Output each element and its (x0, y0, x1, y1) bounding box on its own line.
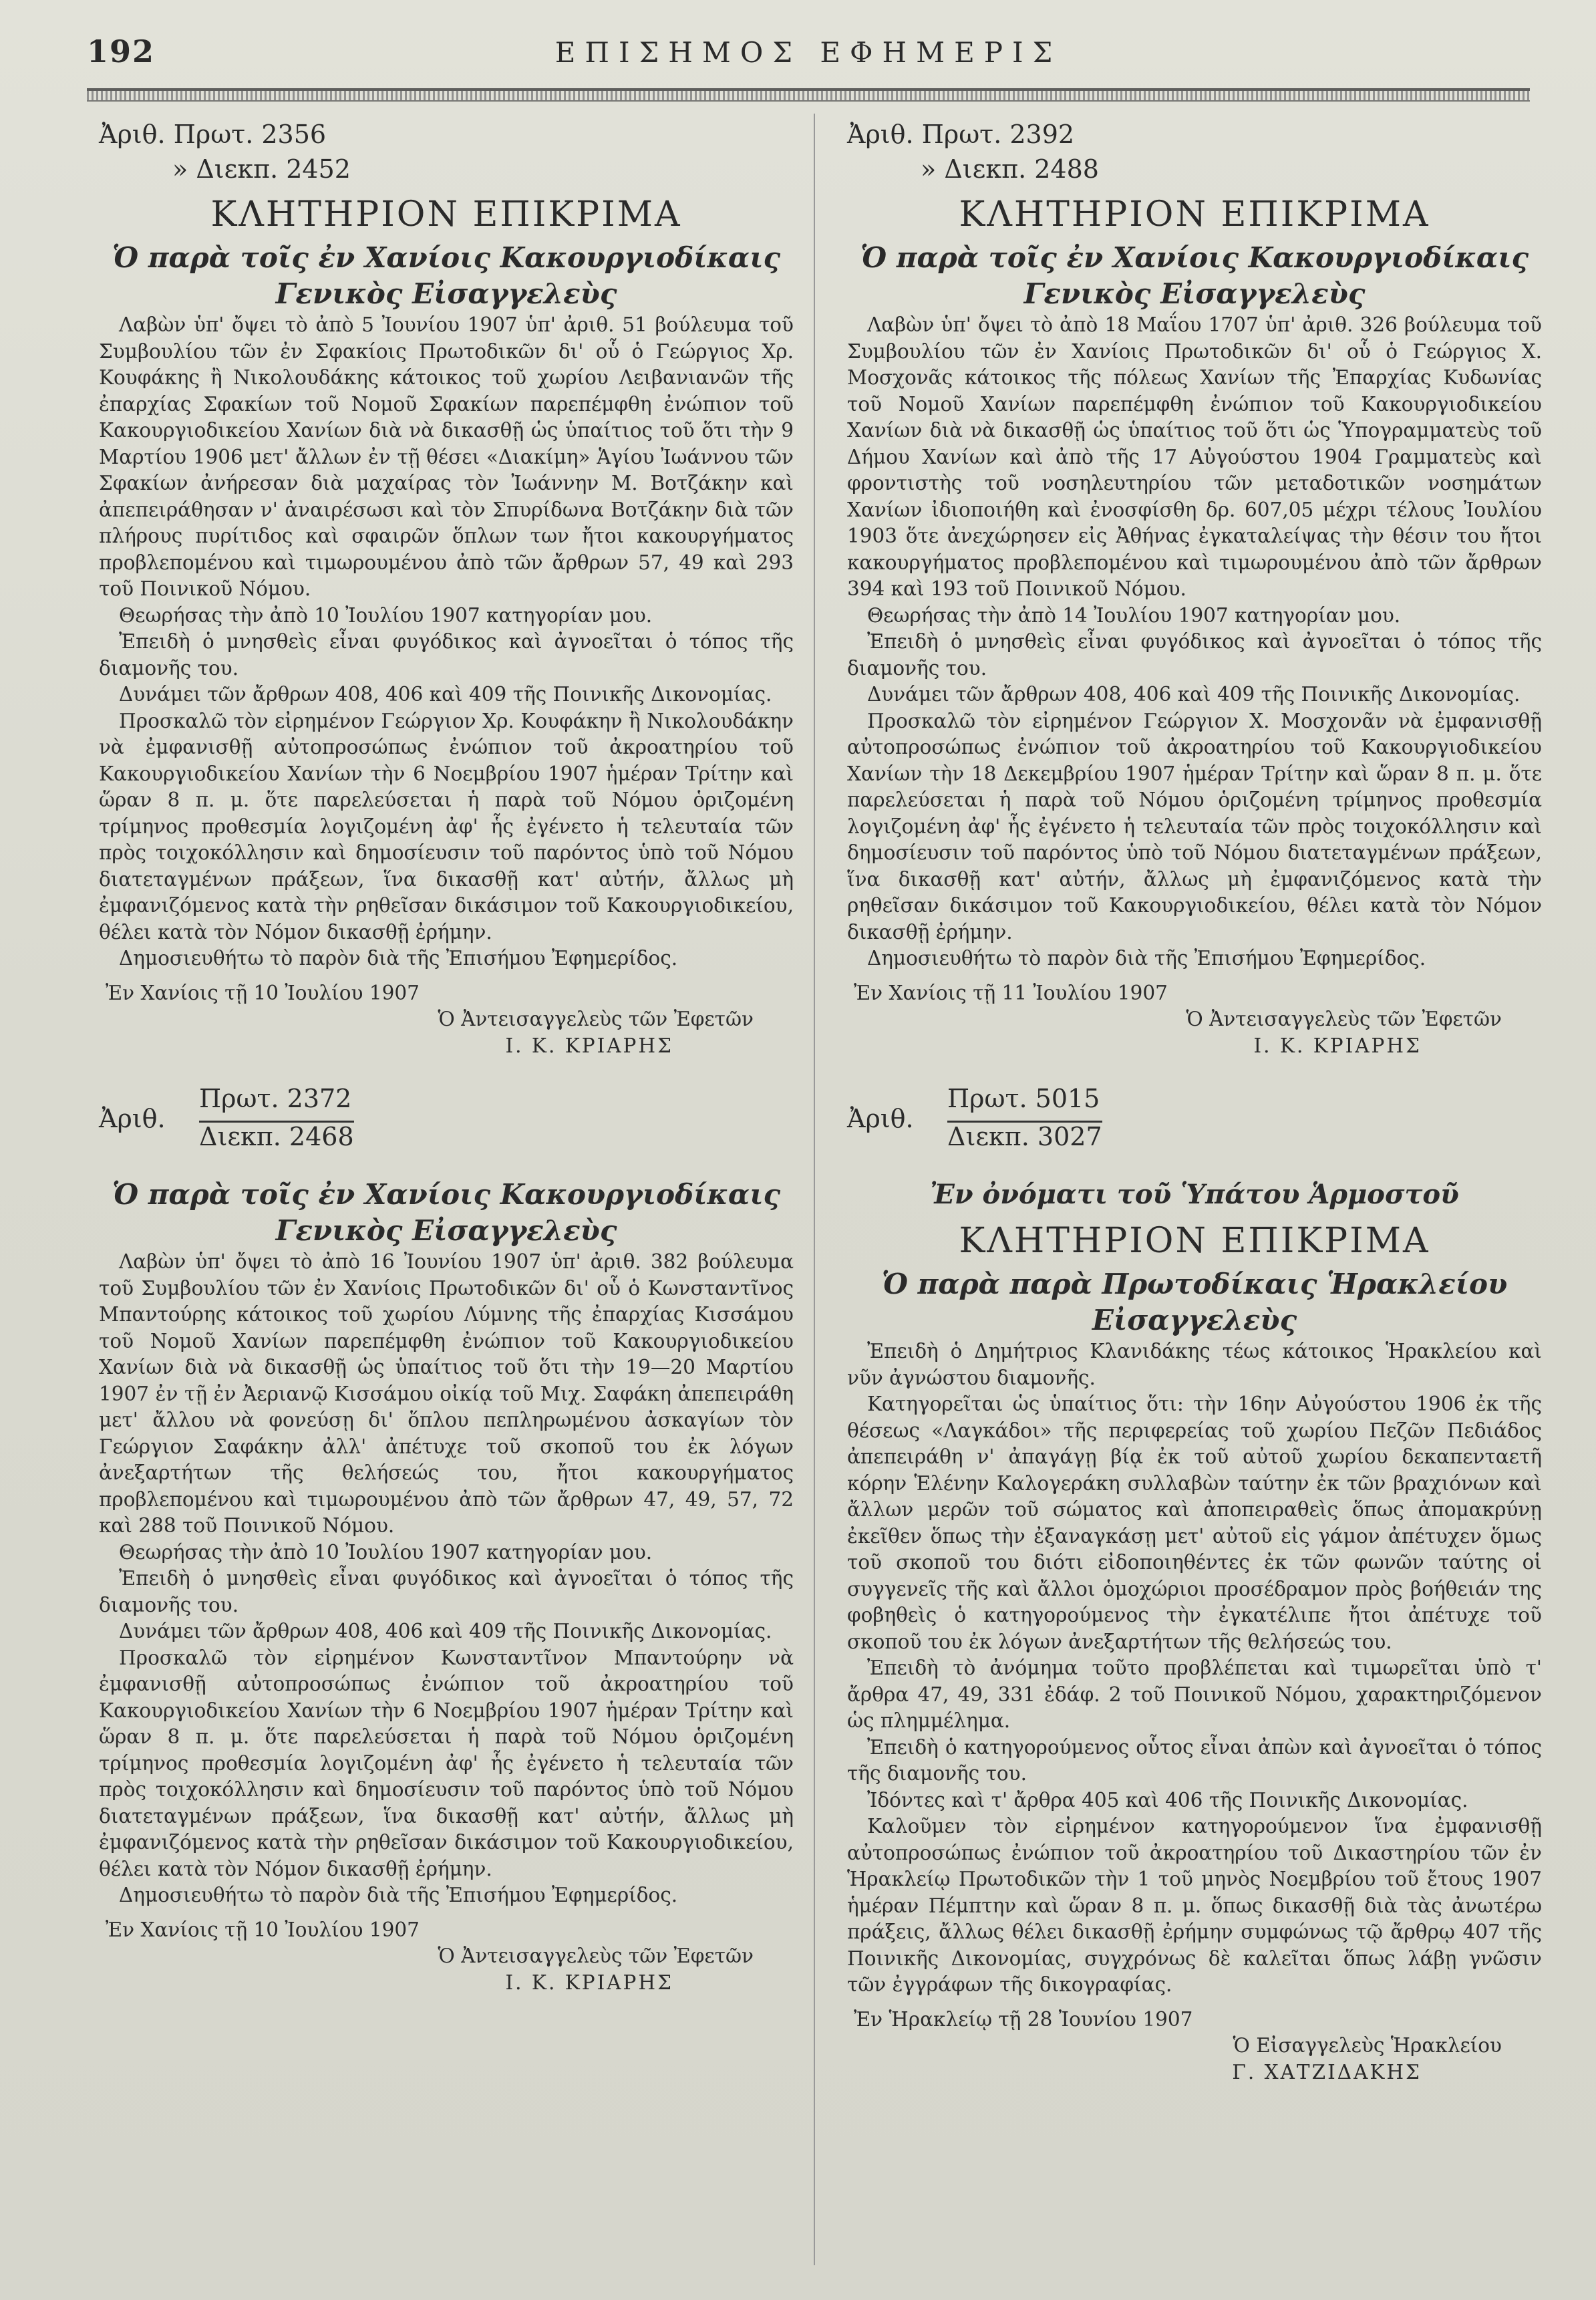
page-header (87, 33, 1530, 87)
column-divider (814, 114, 815, 2265)
date-line: Ἐν Ἡρακλείῳ τῇ 28 Ἰουνίου 1907 (854, 2007, 1193, 2031)
ref-number-label: Ἀριθ. (847, 1104, 914, 1133)
page-number: 192 (87, 33, 156, 69)
signatory-title: Ὁ Ἀντεισαγγελεὺς τῶν Ἐφετῶν (438, 1008, 754, 1030)
body-paragraph: Δημοσιευθήτω τὸ παρὸν διὰ τῆς Ἐπισήμου Ἐφημερίδος. (119, 1884, 678, 1906)
right-column (847, 117, 1542, 2086)
body-paragraph: Δυνάμει τῶν ἄρθρων 408, 406 καὶ 409 τῆς Ποινικῆς Δικονομίας. (867, 683, 1521, 706)
body-paragraph: Θεωρήσας τὴν ἀπὸ 10 Ἰουλίου 1907 κατηγορίαν μου. (119, 603, 653, 627)
signatory-name: Γ. ΧΑΤΖΙΔΑΚΗΣ (1232, 2060, 1422, 2083)
signatory-title: Ὁ Ἀντεισαγγελεὺς τῶν Ἐφετῶν (1186, 1008, 1502, 1030)
date-line: Ἐν Χανίοις τῇ 10 Ἰουλίου 1907 (106, 981, 420, 1004)
issuer-line: Ὁ παρὰ παρὰ Πρωτοδίκαις Ἡρακλείου (881, 1268, 1508, 1300)
ref-protocol: Ἀριθ. Πρωτ. 2356 (99, 120, 327, 149)
body-paragraph: Ἐπειδὴ ὁ κατηγορούμενος οὗτος εἶναι ἀπὼν καὶ ἀγνοεῖται ὁ τόπος τῆς διαμονῆς του. (847, 1735, 1542, 1785)
ref-dispatch: Διεκπ. 3027 (947, 1122, 1102, 1151)
body-paragraph: Καλοῦμεν τὸν εἰρημένον κατηγορούμενον ἵνα ἐμφανισθῇ αὐτοπροσώπως ἐνώπιον τοῦ ἀκροατηρίου τοῦ Δικαστηρίου τῶν ἐν Ἡρακλείῳ Πρωτοδικῶν τὴν 1 τοῦ μηνὸς Νοεμβρίου τοῦ ἔτους 1907 ἡμέραν Πέμπτην καὶ ὥραν 8 π. μ. ὅπως δικασθῇ διὰ τὰς ἀνωτέρω πράξεις, ἄλλως θέλει δικασθῇ ἐρήμην συμφώνως τῷ ἄρθρῳ 407 τῆς Ποινικῆς Δικονομίας, συγχρόνως δὲ καλεῖται ὅπως λάβῃ γνῶσιν τῶν ἐγγράφων τῆς δικογραφίας. (847, 1815, 1542, 1996)
ref-dispatch: » Διεκπ. 2452 (172, 154, 351, 184)
issuer-line: Ὁ παρὰ τοῖς ἐν Χανίοις Κακουργιοδίκαις (860, 241, 1529, 274)
issuer-title: Γενικὸς Εἰσαγγελεὺς (275, 277, 617, 310)
signatory-title: Ὁ Εἰσαγγελεὺς Ἡρακλείου (1233, 2034, 1502, 2057)
body-paragraph: Ἐπειδὴ ὁ μνησθεὶς εἶναι φυγόδικος καὶ ἀγνοεῖται ὁ τόπος τῆς διαμονῆς του. (847, 630, 1542, 680)
body-paragraph: Δυνάμει τῶν ἄρθρων 408, 406 καὶ 409 τῆς Ποινικῆς Δικονομίας. (119, 683, 772, 706)
announcement-2 (99, 1086, 794, 1996)
body-paragraph: Προσκαλῶ τὸν εἰρημένον Κωνσταντῖνον Μπαντούρην νὰ ἐμφανισθῇ αὐτοπροσώπως ἐνώπιον τοῦ ἀκροατηρίου τοῦ Κακουργιοδικείου Χανίων τὴν 6 Νοεμβρίου 1907 ἡμέραν Τρίτην καὶ ὥραν 8 π. μ. ὅτε παρελεύσεται ἡ παρὰ τοῦ Νόμου ὁριζομένη τρίμηνος προθεσμία λογιζομένη ἀφ' ἧς ἐγένετο ἡ τελευταία τῶν πρὸς τοιχοκόλλησιν καὶ δημοσίευσιν τοῦ παρόντος ὑπὸ τοῦ Νόμου διατεταγμένων πράξεων, ἵνα δικασθῇ κατ' αὐτήν, ἄλλως μὴ ἐμφανιζόμενος κατὰ τὴν ρηθεῖσαν δικάσιμον τοῦ Κακουργιοδικείου, θέλει κατὰ τὸν Νόμον δικασθῇ ἐρήμην. (99, 1646, 794, 1880)
signatory-title: Ὁ Ἀντεισαγγελεὺς τῶν Ἐφετῶν (438, 1945, 754, 1967)
body-paragraph: Δημοσιευθήτω τὸ παρὸν διὰ τῆς Ἐπισήμου Ἐφημερίδος. (867, 947, 1426, 970)
issuer-line: Ὁ παρὰ τοῖς ἐν Χανίοις Κακουργιοδίκαις (112, 241, 781, 274)
body-paragraph: Ἐπειδὴ ὁ μνησθεὶς εἶναι φυγόδικος καὶ ἀγνοεῖται ὁ τόπος τῆς διαμονῆς του. (99, 630, 794, 680)
body-paragraph: Δυνάμει τῶν ἄρθρων 408, 406 καὶ 409 τῆς Ποινικῆς Δικονομίας. (119, 1620, 772, 1642)
date-line: Ἐν Χανίοις τῇ 10 Ἰουλίου 1907 (106, 1918, 420, 1941)
body-paragraph: Προσκαλῶ τὸν εἰρημένον Γεώργιον Χ. Μοσχονᾶν νὰ ἐμφανισθῇ αὐτοπροσώπως ἐνώπιον τοῦ ἀκροατηρίου τοῦ Κακουργιοδικείου Χανίων τὴν 18 Δεκεμβρίου 1907 ἡμέραν Τρίτην καὶ ὥραν 8 π. μ. ὅτε παρελεύσεται ἡ παρὰ τοῦ Νόμου ὁριζομένη τρίμηνος προθεσμία λογιζομένη ἀφ' ἧς ἐγένετο ἡ τελευταία τῶν πρὸς τοιχοκόλλησιν καὶ δημοσίευσιν τοῦ παρόντος ὑπὸ τοῦ Νόμου διατεταγμένων πράξεων, ἵνα δικασθῇ κατ' αὐτήν, ἄλλως μὴ ἐμφανιζόμενος κατὰ τὴν ρηθεῖσαν δικάσιμον τοῦ Κακουργιοδικείου, θέλει κατὰ τὸν Νόμον δικασθῇ ἐρήμην. (847, 709, 1542, 944)
journal-title: ΕΠΙΣΗΜΟΣ ΕΦΗΜΕΡΙΣ (554, 36, 1062, 69)
signatory-name: Ι. Κ. ΚΡΙΑΡΗΣ (505, 1034, 673, 1057)
body-paragraph: Λαβὼν ὑπ' ὄψει τὸ ἀπὸ 5 Ἰουνίου 1907 ὑπ' ἀριθ. 51 βούλευμα τοῦ Συμβουλίου τῶν ἐν Σφακίοις Πρωτοδικῶν δι' οὗ ὁ Γεώργιος Χρ. Κουφάκης ἢ Νικολουδάκης κάτοικος τοῦ χωρίου Λειβανιανῶν τῆς ἐπαρχίας Σφακίων τοῦ Νομοῦ Σφακίων παρεπέμφθη ἐνώπιον τοῦ Κακουργιοδικείου Χανίων διὰ νὰ δικασθῇ ὡς ὑπαίτιος τοῦ ὅτι τὴν 9 Μαρτίου 1906 μετ' ἄλλων ἐν τῇ θέσει «Διακίμη» Ἁγίου Ἰωάννου τῶν Σφακίων ἀνήρεσαν διὰ μαχαίρας τὸν Ἰωάννην Μ. Βοτζάκην καὶ ἀπεπειράθησαν ν' ἀναιρέσωσι καὶ τὸν Σπυρίδωνα Βοτζάκην διὰ τῶν πλήρους πυρίτιδος καὶ σφαιρῶν ὅπλων των ἤτοι κακουργήματος προβλεπομένου καὶ τιμωρουμένου ἀπὸ τῶν ἄρθρων 57, 49 καὶ 293 τοῦ Ποινικοῦ Νόμου. (99, 313, 794, 600)
announcement-heading: ΚΛΗΤΗΡΙΟΝ ΕΠΙΚΡΙΜΑ (959, 194, 1430, 235)
body-paragraph: Θεωρήσας τὴν ἀπὸ 10 Ἰουλίου 1907 κατηγορίαν μου. (119, 1540, 653, 1564)
body-paragraph: Ἐπειδὴ ὁ μνησθεὶς εἶναι φυγόδικος καὶ ἀγνοεῖται ὁ τόπος τῆς διαμονῆς του. (99, 1567, 794, 1616)
ref-protocol: Ἀριθ. Πρωτ. 2392 (847, 120, 1075, 149)
announcement-4 (847, 1086, 1542, 2086)
ref-dispatch: » Διεκπ. 2488 (921, 154, 1099, 184)
date-line: Ἐν Χανίοις τῇ 11 Ἰουλίου 1907 (854, 981, 1168, 1004)
body-paragraph: Θεωρήσας τὴν ἀπὸ 14 Ἰουλίου 1907 κατηγορίαν μου. (867, 603, 1401, 627)
ref-protocol: Πρωτ. 5015 (947, 1084, 1100, 1113)
issuer-title: Γενικὸς Εἰσαγγελεὺς (275, 1214, 617, 1247)
ref-dispatch: Διεκπ. 2468 (199, 1122, 354, 1151)
body-paragraph: Κατηγορεῖται ὡς ὑπαίτιος ὅτι: τὴν 16ην Αὐγούστου 1906 ἐκ τῆς θέσεως «Λαγκάδοι» τῆς περιφερείας τοῦ χωρίου Πεζῶν Πεδιάδος ἀπεπειράθη ν' ἀπαγάγῃ βίᾳ ἐκ τοῦ αὐτοῦ χωρίου δεκαπενταετῆ κόρην Ἑλένην Καλογεράκη συλλαβὼν ταύτην ἐκ τῶν βραχιόνων καὶ ἄλλων μερῶν τοῦ σώματος καὶ ἀποπειραθεὶς ὅπως ἀπομακρύνῃ ἐκεῖθεν ὅπως τὴν ἐξαναγκάσῃ μετ' αὐτοῦ εἰς γάμον ἀπέτυχεν ὅμως τοῦ σκοποῦ του διότι εἰδοποιηθέντες ἐκ τῶν φωνῶν ταύτης οἱ συγγενεῖς τῆς καὶ ἄλλοι ὁμοχώριοι προσέδραμον πρὸς βοήθειάν της φοβηθεὶς ὁ κατηγορούμενος τὴν ἐγκατέλιπε ἤτοι ἀπέτυχε τοῦ σκοποῦ του ἐκ λόγων ἀνεξαρτήτων τῆς θελήσεώς του. (847, 1393, 1542, 1653)
announcement-3 (847, 117, 1542, 1059)
ref-number-label: Ἀριθ. (99, 1104, 166, 1133)
body-paragraph: Δημοσιευθήτω τὸ παρὸν διὰ τῆς Ἐπισήμου Ἐφημερίδος. (119, 947, 678, 970)
ref-block (847, 1086, 1542, 1159)
announcement-heading: ΚΛΗΤΗΡΙΟΝ ΕΠΙΚΡΙΜΑ (959, 1221, 1430, 1261)
body-paragraph: Ἰδόντες καὶ τ' ἄρθρα 405 καὶ 406 τῆς Ποινικῆς Δικονομίας. (867, 1788, 1468, 1812)
authority-line: Ἐν ὀνόματι τοῦ Ὑπάτου Ἁρμοστοῦ (930, 1179, 1459, 1210)
signatory-name: Ι. Κ. ΚΡΙΑΡΗΣ (505, 1971, 673, 1994)
issuer-line: Ὁ παρὰ τοῖς ἐν Χανίοις Κακουργιοδίκαις (112, 1178, 781, 1211)
announcement-heading: ΚΛΗΤΗΡΙΟΝ ΕΠΙΚΡΙΜΑ (210, 194, 682, 235)
body-paragraph: Ἐπειδὴ τὸ ἀνόμημα τοῦτο προβλέπεται καὶ τιμωρεῖται ὑπὸ τ' ἄρθρα 47, 49, 331 ἐδάφ. 2 τοῦ Ποινικοῦ Νόμου, χαρακτηριζόμενον ὡς πλημμέλημα. (847, 1657, 1542, 1732)
announcement-1 (99, 117, 794, 1059)
signatory-name: Ι. Κ. ΚΡΙΑΡΗΣ (1253, 1034, 1422, 1057)
left-column (99, 117, 794, 1996)
body-paragraph: Ἐπειδὴ ὁ Δημήτριος Κλανιδάκης τέως κάτοικος Ἡρακλείου καὶ νῦν ἀγνώστου διαμονῆς. (847, 1340, 1542, 1389)
body-paragraph: Προσκαλῶ τὸν εἰρημένον Γεώργιον Χρ. Κουφάκην ἢ Νικολουδάκην νὰ ἐμφανισθῇ αὐτοπροσώπως ἐνώπιον τοῦ ἀκροατηρίου τοῦ Κακουργιοδικείου Χανίων τὴν 6 Νοεμβρίου 1907 ἡμέραν Τρίτην καὶ ὥραν 8 π. μ. ὅτε παρελεύσεται ἡ παρὰ τοῦ Νόμου ὁριζομένη τρίμηνος προθεσμία λογιζομένη ἀφ' ἧς ἐγένετο ἡ τελευταία τῶν πρὸς τοιχοκόλλησιν καὶ δημοσίευσιν τοῦ παρόντος ὑπὸ τοῦ Νόμου διατεταγμένων πράξεων, ἵνα δικασθῇ κατ' αὐτήν, ἄλλως μὴ ἐμφανιζόμενος κατὰ τὴν ρηθεῖσαν δικάσιμον τοῦ Κακουργιοδικείου, θέλει κατὰ τὸν Νόμον δικασθῇ ἐρήμην. (99, 709, 794, 944)
body-paragraph: Λαβὼν ὑπ' ὄψει τὸ ἀπὸ 18 Μαΐου 1707 ὑπ' ἀριθ. 326 βούλευμα τοῦ Συμβουλίου τῶν ἐν Χανίοις Πρωτοδικῶν δι' οὗ ὁ Γεώργιος Χ. Μοσχονᾶς κάτοικος τῆς πόλεως Χανίων τῆς Ἐπαρχίας Κυδωνίας τοῦ Νομοῦ Χανίων παρεπέμφθη ἐνώπιον τοῦ Κακουργιοδικείου Χανίων διὰ νὰ δικασθῇ ὡς ὑπαίτιος τοῦ ὅτι ὡς Ὑπογραμματεὺς τοῦ Δήμου Χανίων καὶ ἀπὸ τῆς 17 Αὐγούστου 1904 Γραμματεὺς καὶ φροντιστὴς τοῦ νοσηλευτηρίου τῶν μεταδοτικῶν νοσημάτων Χανίων ἰδιοποιήθη καὶ ἐνοσφίσθη δρ. 607,05 μέχρι τέλους Ἰουλίου 1903 ὅτε ἀνεχώρησεν εἰς Ἀθήνας ἐγκαταλείψας τὴν θέσιν του ἤτοι κακουργήματος προβλεπομένου καὶ τιμωρουμένου ἀπὸ τῶν ἄρθρων 394 καὶ 193 τοῦ Ποινικοῦ Νόμου. (847, 313, 1542, 600)
header-rule (87, 88, 1530, 102)
body-paragraph: Λαβὼν ὑπ' ὄψει τὸ ἀπὸ 16 Ἰουνίου 1907 ὑπ' ἀριθ. 382 βούλευμα τοῦ Συμβουλίου τῶν ἐν Χανίοις Πρωτοδικῶν δι' οὗ ὁ Κωνσταντῖνος Μπαντούρης κάτοικος τοῦ χωρίου Λύμνης τῆς ἐπαρχίας Κισσάμου τοῦ Νομοῦ Χανίων παρεπέμφθη ἐνώπιον τοῦ Κακουργιοδικείου Χανίων διὰ νὰ δικασθῇ ὡς ὑπαίτιος τοῦ ὅτι τὴν 19—20 Μαρτίου 1907 ἐν τῇ ἐν Ἀεριανῷ Κισσάμου οἰκίᾳ τοῦ Μιχ. Σαφάκη ἀπεπειράθη μετ' ἄλλου νὰ φονεύσῃ δι' ὅπλου πεπληρωμένου ἀσκαγίων τὸν Γεώργιον Σαφάκην ἀλλ' ἀπέτυχε τοῦ σκοποῦ του ἐκ λόγων ἀνεξαρτήτων τῆς θελήσεώς του, ἤτοι κακουργήματος προβλεπομένου καὶ τιμωρουμένου ἀπὸ τῶν ἄρθρων 47, 49, 57, 72 καὶ 288 τοῦ Ποινικοῦ Νόμου. (99, 1250, 794, 1537)
ref-block (99, 1086, 794, 1159)
ref-protocol: Πρωτ. 2372 (199, 1084, 352, 1113)
issuer-title: Γενικὸς Εἰσαγγελεὺς (1023, 277, 1366, 310)
issuer-title: Εἰσαγγελεὺς (1092, 1304, 1297, 1336)
